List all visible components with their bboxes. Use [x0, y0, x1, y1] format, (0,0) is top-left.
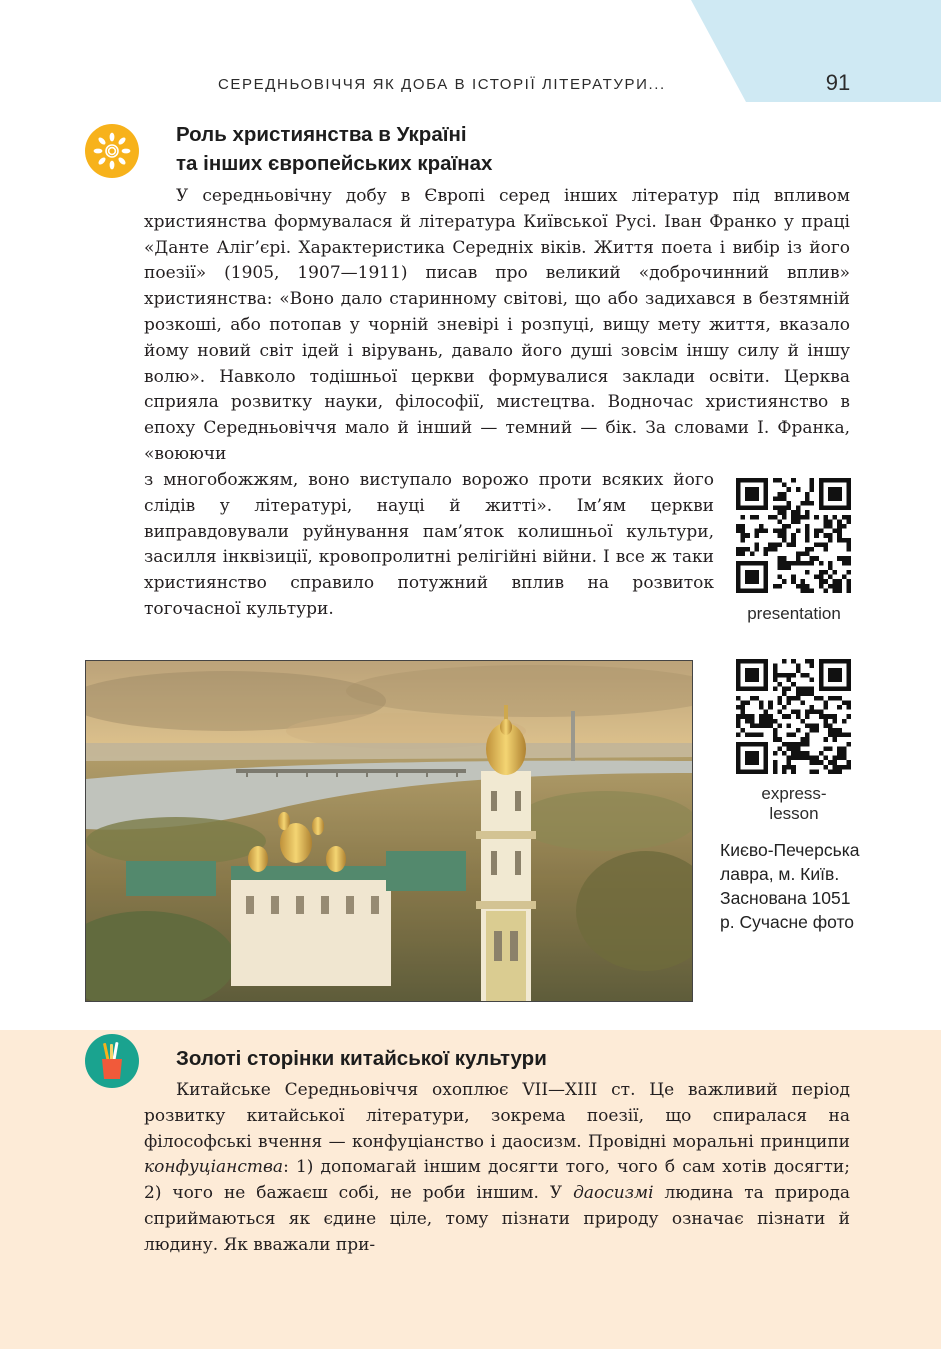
- section1-paragraph: У середньовічну добу в Європі серед інших літератур під впливом християнства формувалася й література Київської Русі. Іван Франко у праці «Данте Аліг’єрі. Характеристика Середніх віків. Життя поета і вибір із його поезії» (1905, 1907—1911) писав про великий «доброчинний вплив» християнства: «Воно дало старинному світові, що або задихався в безтямній розкоші, або потопав у чорній зневірі і розпуці, вищу мету життя, вказало йому новий світ ідей і вірувань, давало його душі зовсім іншу силу й іншу волю». Навколо тодішньої церкви формувалися заклади освіти. Церква сприяла розвитку науки, філософії, мистецтва. Водночас християнство в епоху Середньовіччя мало й інший — темний — бік. За словами І. Франка, «воюючи: [144, 186, 850, 464]
- section2-text-part1: Китайське Середньовіччя охоплює VII—XIII ст. Це важливий період розвитку китайської літератури, зокрема поезії, що спиралася на філософські вчення — конфуціанство і даосизм. Провідні моральні принципи: [144, 1080, 850, 1152]
- section1-title-line2: та інших європейських країнах: [176, 152, 493, 175]
- qr-code-express-lesson[interactable]: [736, 659, 851, 774]
- header-band: [691, 0, 941, 102]
- section2-term-confucianism: конфуціанства: [144, 1157, 284, 1178]
- section2-title: Золоті сторінки китайської культури: [176, 1047, 547, 1070]
- qr-label-express-lesson: express-lesson: [761, 784, 827, 823]
- section2-paragraph: [144, 1078, 850, 1259]
- section2-term-taoism: даосизмі: [573, 1183, 654, 1204]
- running-title: СЕРЕДНЬОВІЧЧЯ ЯК ДОБА В ІСТОРІЇ ЛІТЕРАТУРИ...: [218, 76, 666, 93]
- sun-icon: [85, 124, 139, 178]
- qr-label-presentation: presentation: [747, 604, 841, 623]
- qr-code-presentation[interactable]: [736, 478, 851, 593]
- section2-text-part2: : 1) допомагай іншим досягти того, чого б сам хотів досягти; 2) чого не бажаєш собі, не роби іншим. У: [144, 1157, 850, 1204]
- photo-caption: Києво-Печерська лавра, м. Київ. Заснована 1051 р. Сучасне фото: [720, 840, 860, 932]
- section1-title: [176, 120, 492, 178]
- page-number: 91: [825, 70, 851, 95]
- section1-paragraph-continued: з многобожжям, воно виступало ворожо проти всяких його слідів у літературі, науці й житті». Ім’ям церкви виправдовували руйнування пам’яток колишньої культури, засилля інквізиції, кровопролитні релігійні війни. І все ж таки християнство справило потужний вплив на розвиток тогочасної культури.: [144, 470, 714, 619]
- brush-cup-icon: [85, 1034, 139, 1088]
- kyiv-pechersk-lavra-photo: [85, 660, 693, 1002]
- section2-text-part3: людина та природа сприймаються як єдине ціле, тому пізнати природу означає пізнати й людину. Як вважали при-: [144, 1183, 850, 1255]
- section1-title-line1: Роль християнства в Україні: [176, 123, 467, 146]
